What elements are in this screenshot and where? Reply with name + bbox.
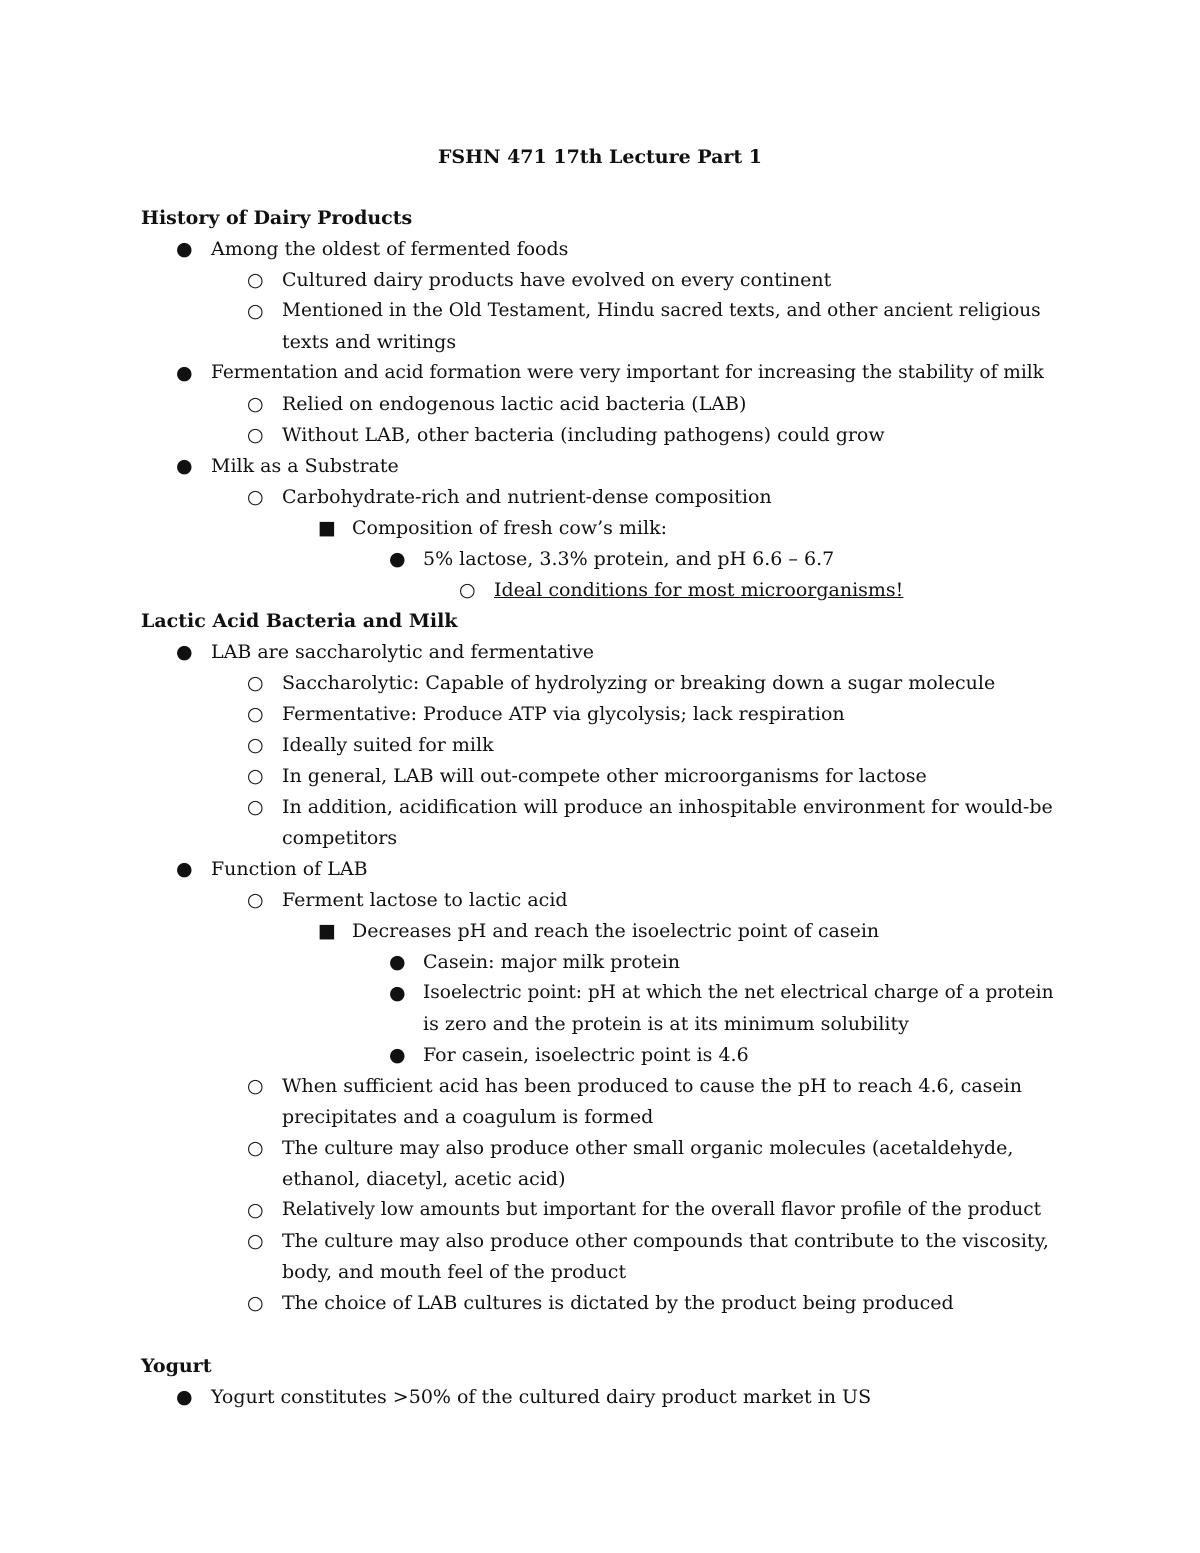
bullet-l2: ○ [247,1230,264,1252]
list-item: For casein, isoelectric point is 4.6 [423,1044,749,1066]
list-item: Mentioned in the Old Testament, Hindu sacred texts, and other ancient religious [282,300,1041,321]
list-item-continuation: precipitates and a coagulum is formed [282,1106,654,1128]
bullet-l2: ○ [247,269,264,291]
bullet-l2: ○ [247,1199,264,1221]
section-heading-history: History of Dairy Products [141,207,413,229]
list-item: The culture may also produce other small organic molecules (acetaldehyde, [282,1137,1014,1159]
list-item: The culture may also produce other compounds that contribute to the viscosity, [282,1230,1049,1252]
list-item: Composition of fresh cow’s milk: [352,517,668,539]
list-item: LAB are saccharolytic and fermentative [211,641,594,663]
bullet-l1: ● [176,362,193,384]
bullet-l2: ○ [247,1075,264,1097]
bullet-l2: ○ [247,796,264,818]
list-item: Cultured dairy products have evolved on every continent [282,269,832,291]
list-item: Ideally suited for milk [282,734,494,756]
section-heading-yogurt: Yogurt [141,1355,212,1377]
list-item: In addition, acidification will produce an inhospitable environment for would-be [282,796,1053,818]
list-item: 5% lactose, 3.3% protein, and pH 6.6 – 6.7 [423,548,835,570]
page-title: FSHN 471 17th Lecture Part 1 [437,146,763,168]
list-item: Decreases pH and reach the isoelectric point of casein [352,920,880,942]
bullet-l2: ○ [247,734,264,756]
bullet-l1: ● [176,1386,193,1408]
bullet-l2: ○ [247,300,264,322]
bullet-l1: ● [176,238,193,260]
bullet-l3: ■ [318,920,336,942]
list-item: Relatively low amounts but important for the overall flavor profile of the product [282,1199,1042,1220]
list-item: Function of LAB [211,858,368,880]
list-item: Fermentative: Produce ATP via glycolysis; lack respiration [282,703,845,725]
list-item: Milk as a Substrate [211,455,399,477]
list-item: Fermentation and acid formation were very important for increasing the stability of milk [211,362,1044,383]
list-item: Isoelectric point: pH at which the net electrical charge of a protein [423,982,1054,1003]
list-item: Without LAB, other bacteria (including pathogens) could grow [282,424,885,446]
list-item: Ferment lactose to lactic acid [282,889,568,911]
bullet-l4: ● [389,1044,406,1066]
bullet-l2: ○ [247,393,264,415]
list-item-continuation: body, and mouth feel of the product [282,1261,627,1283]
bullet-l2: ○ [247,486,264,508]
bullet-l4: ● [389,548,406,570]
bullet-l1: ● [176,455,193,477]
section-heading-lab: Lactic Acid Bacteria and Milk [141,610,458,632]
list-item: Relied on endogenous lactic acid bacteria (LAB) [282,393,747,415]
list-item: The choice of LAB cultures is dictated by the product being produced [282,1292,954,1314]
list-item: Yogurt constitutes >50% of the cultured dairy product market in US [211,1386,872,1408]
bullet-l2: ○ [247,672,264,694]
bullet-l5: ○ [459,579,476,601]
list-item-continuation: texts and writings [282,331,457,353]
list-item-underlined: Ideal conditions for most microorganisms! [494,579,904,601]
bullet-l3: ■ [318,517,336,539]
bullet-l2: ○ [247,1137,264,1159]
list-item: Casein: major milk protein [423,951,681,973]
list-item: Saccharolytic: Capable of hydrolyzing or breaking down a sugar molecule [282,672,996,694]
bullet-l2: ○ [247,889,264,911]
bullet-l1: ● [176,641,193,663]
bullet-l2: ○ [247,424,264,446]
bullet-l4: ● [389,982,406,1004]
list-item: When sufficient acid has been produced to cause the pH to reach 4.6, casein [282,1075,1022,1097]
bullet-l2: ○ [247,765,264,787]
list-item: In general, LAB will out-compete other microorganisms for lactose [282,765,927,787]
bullet-l2: ○ [247,1292,264,1314]
bullet-l1: ● [176,858,193,880]
bullet-l2: ○ [247,703,264,725]
list-item-continuation: competitors [282,827,398,849]
list-item-continuation: ethanol, diacetyl, acetic acid) [282,1168,566,1190]
bullet-l4: ● [389,951,406,973]
list-item-continuation: is zero and the protein is at its minimum solubility [423,1013,909,1035]
list-item: Among the oldest of fermented foods [211,238,569,260]
list-item: Carbohydrate-rich and nutrient-dense composition [282,486,772,508]
